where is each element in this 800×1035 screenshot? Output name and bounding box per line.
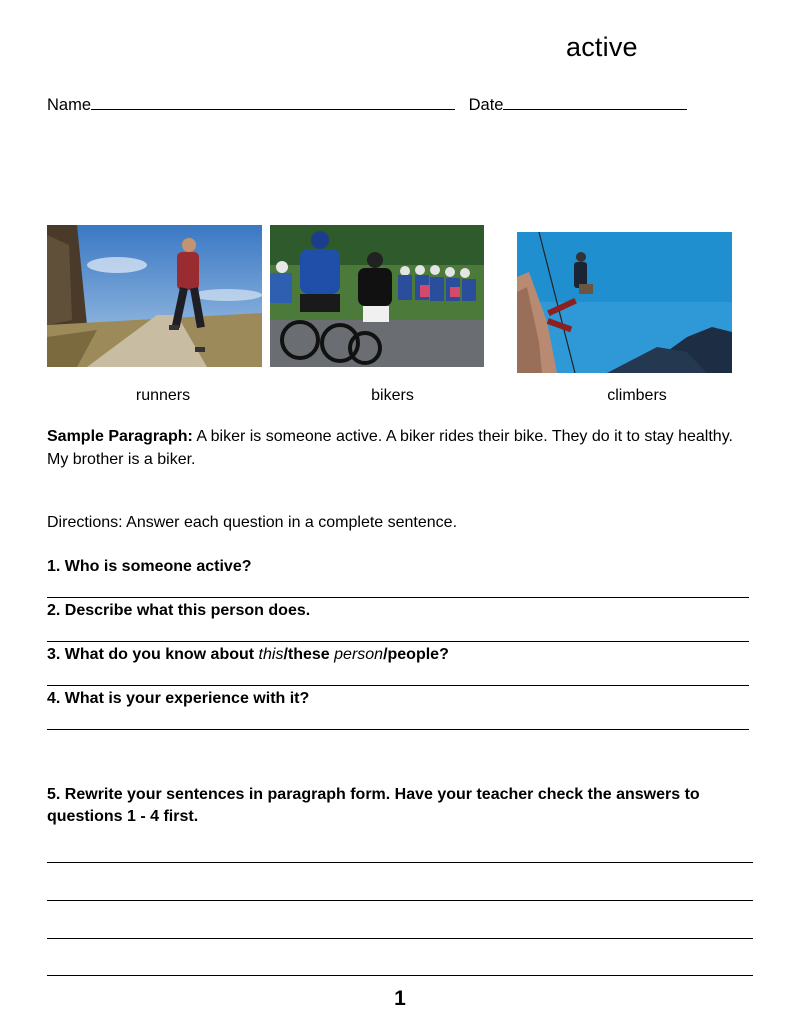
- worksheet-title: active: [566, 32, 638, 62]
- page-number: 1: [394, 987, 406, 1010]
- question-3-italic-person: person: [334, 646, 384, 663]
- climber-photo: [517, 232, 732, 373]
- sample-paragraph: [47, 425, 747, 471]
- question-3: [47, 646, 449, 664]
- paragraph-line-2[interactable]: [47, 900, 753, 901]
- question-3-part: /these: [283, 646, 335, 663]
- caption-runners: runners: [135, 387, 191, 404]
- caption-climbers: climbers: [607, 387, 667, 404]
- paragraph-line-4[interactable]: [47, 975, 753, 976]
- date-label: Date: [468, 96, 504, 114]
- paragraph-line-3[interactable]: [47, 938, 753, 939]
- question-2: 2. Describe what this person does.: [47, 602, 311, 619]
- answer-line-1[interactable]: [47, 597, 749, 598]
- answer-line-4[interactable]: [47, 729, 749, 730]
- runner-photo: [47, 225, 262, 367]
- answer-line-2[interactable]: [47, 641, 749, 642]
- sample-text: A biker is someone active. A biker rides their bike. They do it to stay healthy. My brother is a biker.: [47, 428, 733, 468]
- directions: Directions: Answer each question in a complete sentence.: [47, 514, 458, 531]
- paragraph-line-1[interactable]: [47, 862, 753, 863]
- question-3-part: 3. What do you know about: [47, 646, 259, 663]
- name-blank[interactable]: [91, 96, 455, 110]
- question-3-italic-this: this: [258, 646, 284, 663]
- date-blank[interactable]: [503, 96, 687, 110]
- sample-label: Sample Paragraph:: [47, 428, 193, 445]
- name-label: Name: [47, 96, 92, 114]
- question-3-part: /people?: [383, 646, 449, 663]
- cyclists-photo: [270, 225, 484, 367]
- question-5: 5. Rewrite your sentences in paragraph form. Have your teacher check the answers to questions 1 - 4 first.: [47, 786, 700, 825]
- name-date-row: [47, 96, 687, 115]
- question-4: 4. What is your experience with it?: [47, 690, 310, 707]
- question-1: 1. Who is someone active?: [47, 558, 252, 575]
- answer-line-3[interactable]: [47, 685, 749, 686]
- caption-bikers: bikers: [371, 387, 414, 404]
